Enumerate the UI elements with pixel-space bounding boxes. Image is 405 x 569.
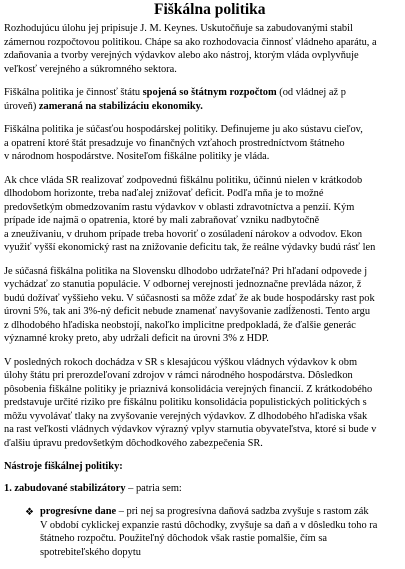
paragraph	[4, 174, 405, 255]
text-line	[4, 214, 405, 228]
text-run: Je súčasná fiškálna politika na Slovensku dlhodobo udržateľná? Pri hľadaní odpovede j	[4, 265, 368, 277]
paragraph	[4, 123, 405, 164]
page-title: Fiškálna politika	[154, 1, 266, 18]
text-line	[4, 437, 405, 451]
text-line	[4, 383, 405, 397]
text-run: dlhodobom horizonte, treba naďalej znižovať deficit. Podľa mňa je to možné	[4, 188, 324, 199]
text-line	[40, 532, 405, 546]
text-line	[4, 86, 405, 100]
text-line	[4, 356, 405, 370]
text-run: – pri nej sa progresívna daňová sadzba zvyšuje s rastom zák	[116, 506, 369, 517]
text-line	[4, 292, 405, 306]
text-line	[4, 49, 405, 63]
text-run: Fiškálna politika je činnosť štátu	[4, 87, 143, 98]
paragraph	[4, 265, 405, 346]
body-text	[4, 22, 405, 450]
text-line	[40, 505, 405, 519]
text-run: prípade ide najmä o opatrenia, ktoré by mali zabraňovať vzniku nadbytočně	[4, 215, 320, 226]
text-run: zdaňovania a tvorby verejných výdavkov alebo ako nástroj, ktorým vláda ovplyvňuje	[4, 50, 359, 61]
text-run: Fiškálna politika je súčasťou hospodárskej politiky. Definujeme ju ako sústavu cieľov,	[4, 124, 363, 135]
text-line	[4, 36, 405, 50]
text-run: veľkosť verejného a súkromného sektora.	[4, 63, 177, 75]
text-run: pôsobenia fiškálne politiky je priaznivá konsolidácia verejných financií. Z krátkodobého	[4, 383, 373, 395]
text-line	[4, 150, 405, 164]
text-run: predovšetkým obmedzovaním rastu výdavkov v oblasti zdravotníctva a penzií. Kým	[4, 201, 355, 213]
text-line	[4, 201, 405, 215]
text-run: zámernou rozpočtovou politikou. Chápe sa ako rozhodovacia činnosť vládneho aparátu, a	[4, 36, 377, 48]
text-line	[4, 369, 405, 383]
text-line	[4, 278, 405, 292]
text-line	[4, 228, 405, 242]
tools-heading	[4, 460, 405, 474]
text-run: významné kroky preto, aby udržali deficit na úrovni 3% z HDP.	[4, 333, 269, 344]
bullet-progressive-taxes	[4, 505, 405, 559]
text-line	[4, 100, 405, 114]
text-line	[4, 305, 405, 319]
text-line	[4, 396, 405, 410]
bullet-text	[40, 505, 405, 559]
text-run: Ak chce vláda SR realizovať zodpovednú fiškálnu politiku, účinnú nielen v krátkodob	[4, 174, 363, 186]
text-run: V posledných rokoch dochádza v SR s klesajúcou výškou vládnych výdavkov k obm	[4, 356, 358, 368]
paragraph	[4, 86, 405, 113]
text-line	[4, 332, 405, 346]
text-run: a zneužívaniu, v druhom prípade treba hovoriť o zosúladení nárokov a odvodov. Ekon	[4, 228, 363, 240]
text-run: spotrebiteľského dopytu	[40, 546, 141, 558]
text-line	[4, 63, 405, 77]
text-run: úrovni 5%, tak ani 3%-ný deficit nebude znamenať navyšovanie zadĺženosti. Tento argu	[4, 306, 371, 317]
text-run: vychádzať zo stanutia populácie. V odbornej verejnosti jednoznačne prevláda názor, ž	[4, 279, 362, 290]
text-run: v národnom hospodárstve. Nositeľom fiškálne politiky je vláda.	[4, 151, 270, 162]
document-content	[4, 0, 405, 559]
text-line	[4, 187, 405, 201]
text-run: na rast veľkosti vládnych výdavkov výrazný vplyv starnutia obyvateľstva, ktoré si bude v	[4, 424, 377, 435]
text-run: úroveň)	[4, 100, 39, 112]
text-run: z dlhodobého hľadiska neobstojí, nakoľko implicitne predpokladá, že ďalšie generác	[4, 319, 356, 331]
text-run: úlohy štátu pri prerozdeľovaní zdrojov v rámci národného hospodárstva. Dôsledkon	[4, 370, 353, 381]
text-line	[4, 123, 405, 137]
text-line	[4, 137, 405, 151]
text-run: štátneho rozpočtu. Použiteľný dôchodok však rastie pomalšie, čím sa	[40, 533, 328, 544]
text-line	[4, 174, 405, 188]
section-1-suffix: – patria sem:	[125, 482, 182, 494]
paragraph	[4, 22, 405, 76]
text-line	[40, 519, 405, 533]
text-run: ďalšiu úpravu predovšetkým dôchodkového zabezpečenia SR.	[4, 437, 263, 449]
text-line	[40, 546, 405, 560]
text-line	[4, 241, 405, 255]
tools-heading-text: Nástroje fiškálnej politiky:	[4, 461, 123, 472]
text-line	[4, 319, 405, 333]
text-run: V období cyklickej expanzie rastú dôchodky, zvyšuje sa daň a v dôsledku toho ra	[40, 519, 378, 531]
section-1-heading	[4, 482, 405, 496]
bold-text: progresívne dane	[40, 506, 117, 517]
text-run: (od vládnej až p	[276, 87, 346, 98]
text-run: predstavuje určité riziko pre fiškálnu politiku konsolidácia populistických politických s	[4, 397, 367, 408]
text-run: a opatrení ktoré štát presadzuje vo finančných vzťahoch prostredníctvom štátneho	[4, 137, 345, 149]
section-1-label: zabudované stabilizátory	[14, 482, 126, 494]
paragraph	[4, 356, 405, 451]
text-line	[4, 22, 405, 36]
text-run: budú dožívať vyššieho veku. V súčasnosti sa môže zdať že ak bude hospodársky rast pok	[4, 292, 375, 304]
text-line	[4, 423, 405, 437]
text-line	[4, 265, 405, 279]
bold-text: spojená so štátnym rozpočtom	[142, 87, 277, 98]
text-run: Rozhodujúcu úlohu jej pripisuje J. M. Keynes. Uskutočňuje sa zabudovanými stabil	[4, 23, 353, 34]
bold-text: zameraná na stabilizáciu ekonomiky.	[38, 100, 203, 112]
text-line	[4, 410, 405, 424]
text-run: môžu vyvolávať tlaky na zvyšovanie verejných výdavkov. Z dlhodobého hľadiska však	[4, 410, 368, 422]
diamond-bullet-icon: ❖	[25, 507, 34, 518]
section-1-number: 1.	[4, 482, 12, 494]
text-run: využiť vyšší ekonomický rast na znižovanie deficitu tak, že reálne výdavky budú rásť len	[4, 242, 376, 253]
